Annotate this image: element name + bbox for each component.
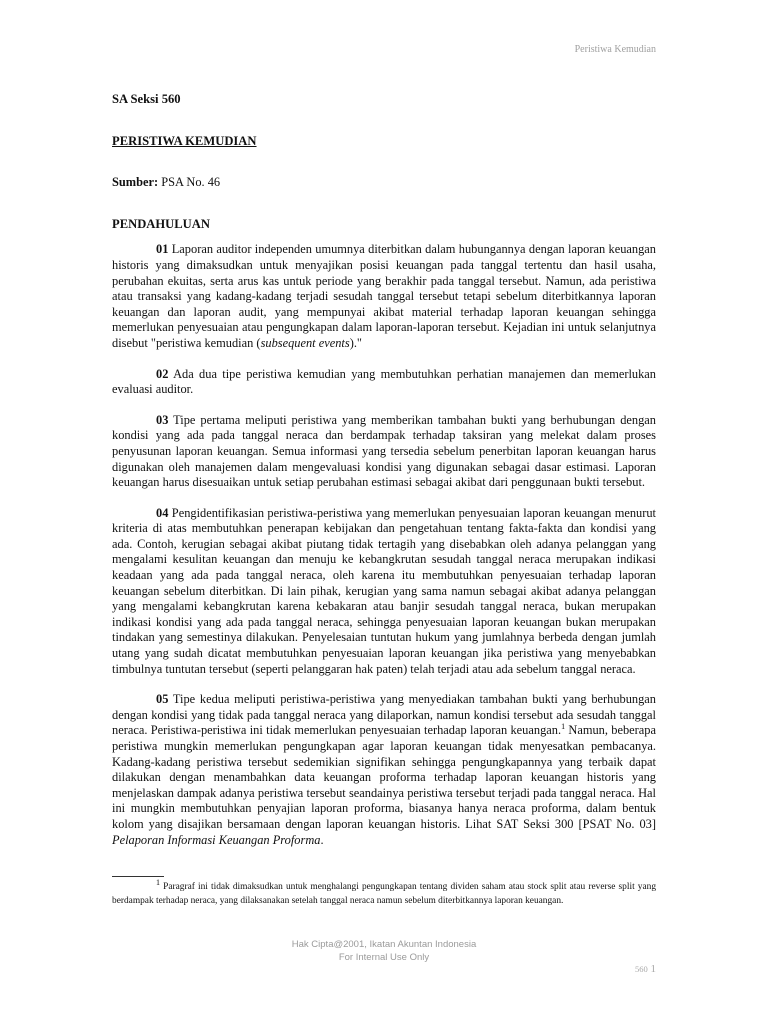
- source-line: [112, 175, 656, 191]
- paragraph-text: Laporan auditor independen umumnya diterbitkan dalam hubungannya dengan laporan keuangan historis yang dimaksudkan untuk menyajikan posisi keuangan pada tanggal tertentu dan hasil usaha, perubahan ekuitas, serta arus kas untuk periode yang berakhir pada tanggal tersebut. Namun, ada peristiwa atau transaksi yang kadang-kadang terjadi sesudah tanggal tersebut tetapi sebelum diterbitkannya laporan keuangan dan laporan audit, yang mempunyai akibat material terhadap laporan keuangan sehingga memerlukan penyesuaian atau pengungkapan dalam laporan-laporan tersebut. Kejadian ini untuk selanjutnya disebut "peristiwa kemudian (: [112, 242, 656, 350]
- paragraph-04: [112, 506, 656, 678]
- intro-heading: PENDAHULUAN: [112, 216, 210, 231]
- paragraph-text: Ada dua tipe peristiwa kemudian yang membutuhkan perhatian manajemen dan memerlukan evaluasi auditor.: [112, 366, 656, 397]
- paragraph-italic: Pelaporan Informasi Keuangan Proforma: [112, 832, 321, 847]
- paragraph-text: Tipe pertama meliputi peristiwa yang memberikan tambahan bukti yang berhubungan dengan kondisi yang ada pada tanggal neraca dan berdampak terhadap taksiran yang melekat dalam proses penyusunan laporan keuangan. Semua informasi yang tersedia sebelum penerbitan laporan keuangan harus digunakan oleh manajemen dalam mengevaluasi kondisi yang digunakan sebagai dasar estimasi. Laporan keuangan harus disesuaikan untuk setiap perubahan estimasi sebagai akibat dari penggunaan bukti tersebut.: [112, 412, 657, 490]
- paragraph-05: [112, 692, 656, 848]
- paragraph-text: Tipe kedua meliputi peristiwa-peristiwa yang menyediakan tambahan bukti yang berhubungan dengan kondisi yang tidak pada tanggal neraca yang dilaporkan, namun kondisi tersebut ada sesudah tanggal neraca. Peristiwa-peristiwa ini tidak memerlukan penyesuaian terhadap laporan keuangan.: [112, 692, 657, 738]
- document-body: [112, 92, 656, 848]
- paragraph-number: 05: [156, 692, 169, 707]
- paragraph-end: .: [320, 832, 324, 847]
- paragraph-03: [112, 413, 656, 491]
- paragraph-number: 01: [156, 242, 169, 257]
- source-label: Sumber:: [112, 175, 159, 190]
- paragraph-number: 03: [156, 412, 169, 427]
- document-title: PERISTIWA KEMUDIAN: [112, 133, 257, 148]
- footnote-mark: 1: [156, 877, 160, 887]
- footnote: [112, 877, 657, 908]
- paragraph-text: Pengidentifikasian peristiwa-peristiwa yang memerlukan penyesuaian laporan keuangan menurut kriteria di atas membutuhkan penerapan kebijakan dan pengetahuan tentang fakta-fakta dan kondisi yang ada. Contoh, kerugian sebagai akibat piutang tidak tertagih yang disebabkan oleh adanya pelanggan yang mengalami kesulitan keuangan dan menuju ke kebangkrutan sesudah tanggal neraca merupakan indikasi keadaan yang ada pada tanggal neraca, oleh karena itu membutuhkan penyesuaian terhadap laporan keuangan sebelum diterbitkan. Di lain pihak, kerugian yang sama namun sebagai akibat adanya pelanggan yang mengalami kebangkrutan karena kebakaran atau banjir sesudah tanggal neraca, bukan merupakan indikasi kondisi yang ada pada tanggal neraca, sehingga penyesuaian laporan keuangan bukan merupakan tindakan yang semestinya dilakukan. Penyelesaian tuntutan hukum yang jumlahnya berbeda dengan jumlah utang yang sudah dicatat membutuhkan penyesuaian laporan keuangan jika peristiwa yang menyebabkan timbulnya tuntutan tersebut (seperti pelanggaran hak paten) telah terjadi atau ada sebelum tanggal neraca.: [112, 505, 656, 676]
- paragraph-number: 02: [156, 366, 169, 381]
- running-head: Peristiwa Kemudian: [574, 44, 656, 55]
- page-index: 1: [650, 963, 656, 975]
- paragraph-italic: subsequent events: [260, 335, 350, 350]
- footer-internal-use: For Internal Use Only: [338, 952, 430, 963]
- paragraph-01: [112, 242, 656, 351]
- footer-copyright: Hak Cipta@2001, Ikatan Akuntan Indonesia: [291, 939, 477, 950]
- page-number: [635, 963, 656, 975]
- section-code: SA Seksi 560: [112, 92, 181, 106]
- footnote-divider: [112, 876, 164, 877]
- paragraph-number: 04: [156, 505, 169, 520]
- footnote-text: Paragraf ini tidak dimaksudkan untuk menghalangi pengungkapan tentang dividen saham atau stock split atau reverse split yang berdampak terhadap neraca, yang dilaksanakan setelah tanggal neraca namun sebelum diterbitkannya laporan keuangan.: [112, 882, 657, 906]
- paragraph-02: [112, 367, 656, 398]
- page-section: 560: [635, 964, 648, 974]
- footnote-reference[interactable]: 1: [561, 722, 566, 732]
- source-value: PSA No. 46: [161, 175, 221, 190]
- paragraph-end: ).": [349, 335, 362, 350]
- paragraph-text-continued: Namun, beberapa peristiwa mungkin memerlukan pengungkapan agar laporan keuangan tidak menyesatkan pembacanya. Kadang-kadang peristiwa tersebut sedemikian signifikan sehingga pengungkapannya yang terbaik dapat dilakukan dengan menambahkan data keuangan proforma terhadap laporan keuangan historis yang menjelaskan dampak adanya peristiwa tersebut seandainya peristiwa tersebut terjadi pada tanggal neraca. Hal ini mungkin membutuhkan penyajian laporan proforma, biasanya hanya neraca proforma, dalam bentuk kolom yang disajikan bersamaan dengan laporan keuangan historis. Lihat SAT Seksi 300 [PSAT No. 03]: [112, 723, 656, 831]
